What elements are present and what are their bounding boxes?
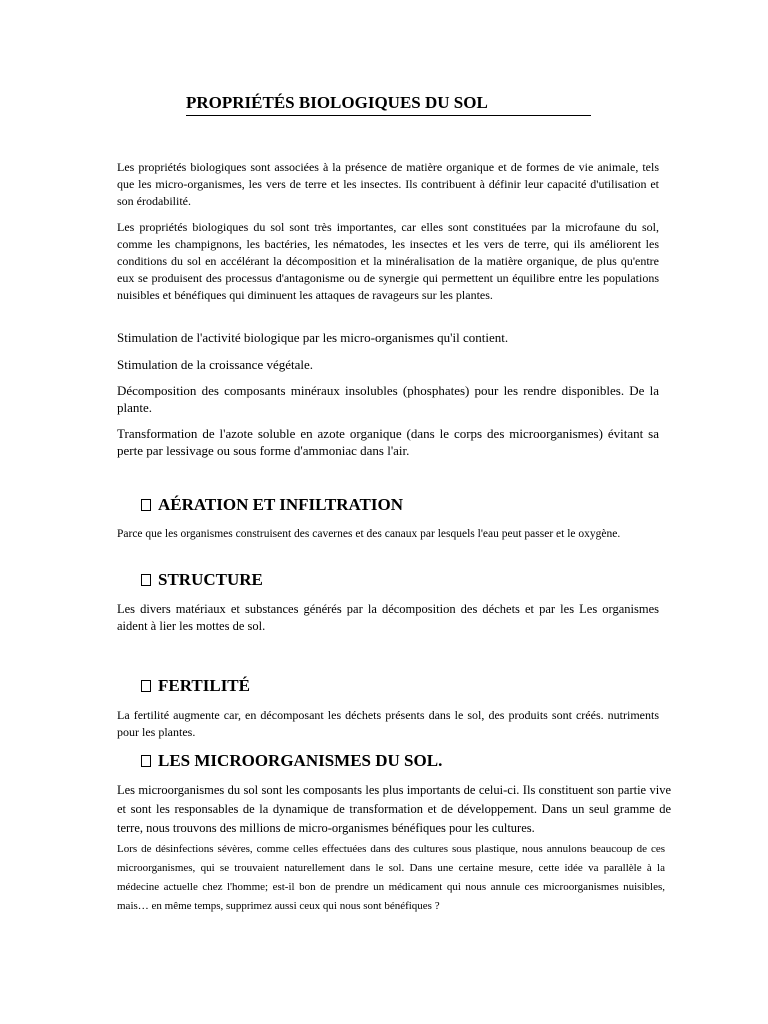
section-heading-fertility <box>141 676 250 696</box>
checkbox-bullet-icon <box>141 574 151 586</box>
stimulation-activity-paragraph: Stimulation de l'activité biologique par les micro-organismes qu'il contient. <box>117 330 509 345</box>
microorganisms-paragraph: Les microorganismes du sol sont les composants les plus importants de celui-ci. Ils constituent son partie vive et sont les responsables de la dynamique de transformation et de développement. Dans un seul gramme de terre, nous trouvons des millions de micro-organismes bénéfiques pour les cultures. <box>117 783 671 835</box>
document-title: PROPRIÉTÉS BIOLOGIQUES DU SOL <box>186 93 591 116</box>
checkbox-bullet-icon <box>141 680 151 692</box>
decomposition-paragraph: Décomposition des composants minéraux insolubles (phosphates) pour les rendre disponibles. De la plante. <box>117 383 659 415</box>
section-heading-text: FERTILITÉ <box>158 676 250 695</box>
aeration-paragraph: Parce que les organismes construisent des cavernes et des canaux par lesquels l'eau peut passer et le oxygène. <box>117 528 621 540</box>
fertility-paragraph: La fertilité augmente car, en décomposant les déchets présents dans le sol, des produits sont créés. nutriments pour les plantes. <box>117 708 659 739</box>
nitrogen-transformation-paragraph: Transformation de l'azote soluble en azote organique (dans le corps des microorganismes) évitant sa perte par lessivage ou sous forme d'ammoniac dans l'air. <box>117 426 659 458</box>
section-heading-microorganisms <box>141 751 442 771</box>
stimulation-growth-paragraph: Stimulation de la croissance végétale. <box>117 357 314 372</box>
section-heading-text: AÉRATION ET INFILTRATION <box>158 495 403 514</box>
section-heading-aeration <box>141 495 403 515</box>
section-heading-structure <box>141 570 263 590</box>
checkbox-bullet-icon <box>141 499 151 511</box>
intro-paragraph: Les propriétés biologiques sont associées à la présence de matière organique et de formes de vie animale, tels que les micro-organismes, les vers de terre et les insectes. Ils contribuent à définir leur capacité d'utilisation et son érodabilité. <box>117 160 659 208</box>
section-heading-text: STRUCTURE <box>158 570 263 589</box>
structure-paragraph: Les divers matériaux et substances générés par la décomposition des déchets et par les Les organismes aident à lier les mottes de sol. <box>117 602 659 633</box>
checkbox-bullet-icon <box>141 755 151 767</box>
section-heading-text: LES MICROORGANISMES DU SOL. <box>158 751 443 770</box>
disinfection-paragraph: Lors de désinfections sévères, comme celles effectuées dans des cultures sous plastique, nous annulons beaucoup de ces microorganismes, qui se trouvaient naturellement dans le sol. Dans une certaine mesure, cette idée va parallèle à la médecine actuelle chez l'homme; est-il bon de prendre un médicament qui nous annule ces microorganismes nuisibles, mais… en même temps, supprimez aussi ceux qui nous sont bénéfiques ? <box>117 843 665 912</box>
importance-paragraph: Les propriétés biologiques du sol sont très importantes, car elles sont constituées par la microfaune du sol, comme les champignons, les bactéries, les nématodes, les insectes et les vers de terre, qui ils améliorent les conditions du sol en accélérant la décomposition et la minéralisation de la matière organique, de plus qu'entre eux se produisent des processus d'antagonisme ou de synergie qui permettent un équilibre entre les populations nuisibles et bénéfiques qui diminuent les attaques de ravageurs sur les plantes. <box>117 220 659 302</box>
